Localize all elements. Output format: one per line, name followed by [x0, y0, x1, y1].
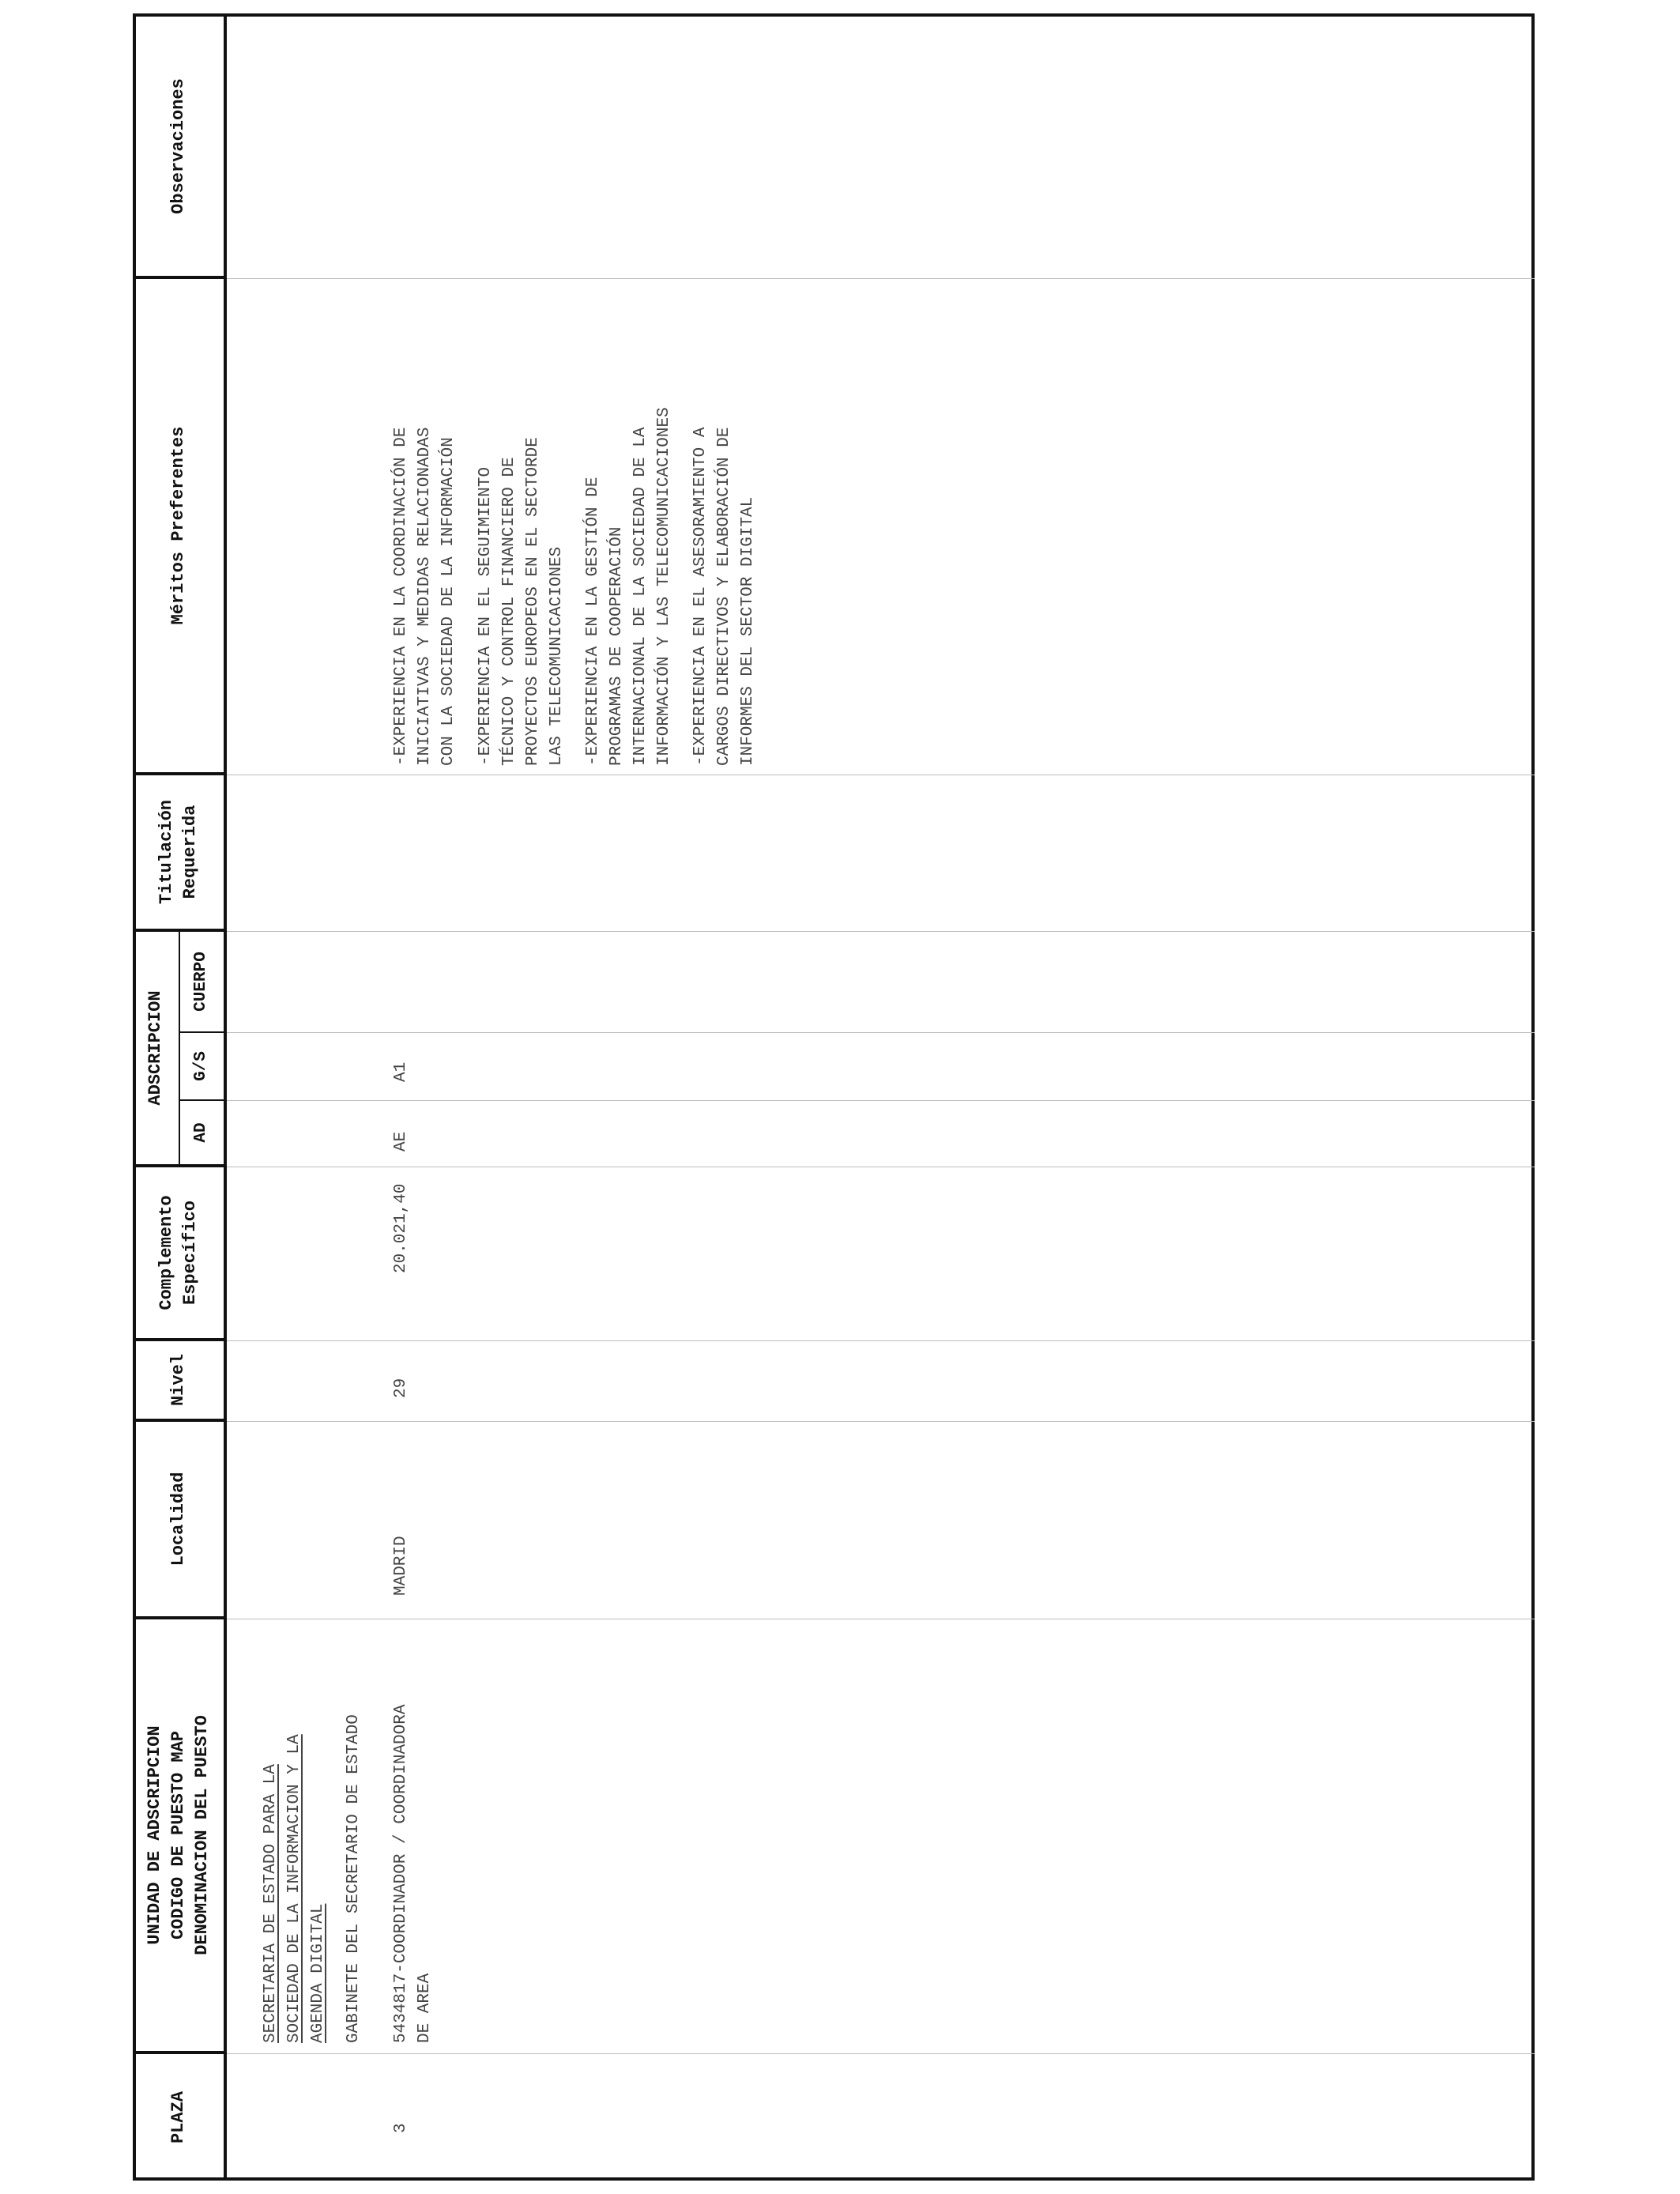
meritos-line: INFORMACIÓN Y LAS TELECOMUNICACIONES: [655, 407, 673, 766]
header-localidad: Localidad: [168, 1472, 188, 1566]
unit-line-2: SOCIEDAD DE LA INFORMACION Y LA: [285, 1734, 303, 2043]
header-unidad: [133, 1619, 224, 2051]
column-divider: [227, 1032, 1535, 1033]
header-cuerpo: CUERPO: [192, 952, 210, 1012]
header-unidad-line2: CODIGO DE PUESTO MAP: [168, 1730, 188, 1940]
plaza-number: 3: [392, 2123, 410, 2133]
meritos-line: -EXPERIENCIA EN LA COORDINACIÓN DE: [392, 427, 410, 766]
meritos-line: PROGRAMAS DE COOPERACIÓN: [608, 526, 626, 766]
unit-line-1: SECRETARIA DE ESTADO PARA LA: [262, 1764, 280, 2043]
meritos-line: CON LA SOCIEDAD DE LA INFORMACIÓN: [439, 437, 458, 766]
meritos-line: -EXPERIENCIA EN EL ASESORAMIENTO A: [691, 427, 710, 766]
localidad-value: MADRID: [392, 1536, 410, 1596]
ad-value: AE: [392, 1131, 410, 1152]
header-gs: G/S: [192, 1051, 210, 1081]
header-complemento-line1: Complemento: [156, 1195, 176, 1310]
meritos-line: LAS TELECOMUNICACIONES: [548, 546, 566, 766]
header-unidad-line3: DENOMINACION DEL PUESTO: [191, 1715, 212, 1955]
header-observaciones: Observaciones: [168, 78, 188, 214]
header-titulacion-line1: Titulación: [156, 799, 176, 905]
header-complemento-line2: Específico: [179, 1200, 200, 1306]
meritos-line: PROYECTOS EUROPEOS EN EL SECTORDE: [524, 437, 542, 766]
column-divider: [227, 278, 1535, 279]
nivel-value: 29: [392, 1378, 410, 1398]
header-plaza: PLAZA: [168, 2091, 188, 2144]
complemento-value: 20.021,40: [392, 1183, 410, 1273]
meritos-line: INICIATIVAS Y MEDIDAS RELACIONADAS: [416, 427, 434, 766]
unit-line-3: AGENDA DIGITAL: [309, 1903, 327, 2043]
header-adscripcion: ADSCRIPCION: [145, 990, 165, 1106]
column-divider: [227, 2053, 1535, 2054]
header-unidad-line1: UNIDAD DE ADSCRIPCION: [144, 1725, 164, 1945]
puesto-line-1: 5434817-COORDINADOR / COORDINADORA: [392, 1704, 410, 2043]
header-titulacion: [133, 775, 224, 929]
meritos-line: -EXPERIENCIA EN EL SEGUIMIENTO: [477, 466, 495, 766]
meritos-line: INFORMES DEL SECTOR DIGITAL: [739, 496, 757, 766]
header-complemento: [133, 1167, 224, 1338]
puesto-line-2: DE AREA: [416, 1973, 434, 2043]
unit-gabinete: GABINETE DEL SECRETARIO DE ESTADO: [345, 1714, 363, 2043]
column-divider: [227, 931, 1535, 932]
gs-value: A1: [392, 1061, 410, 1082]
rotated-table-page: [133, 13, 1535, 2181]
header-ad: AD: [192, 1122, 210, 1143]
meritos-line: INTERNACIONAL DE LA SOCIEDAD DE LA: [631, 427, 650, 766]
header-meritos: Méritos Preferentes: [168, 426, 188, 625]
meritos-line: CARGOS DIRECTIVOS Y ELABORACIÓN DE: [715, 427, 733, 766]
column-divider: [227, 1421, 1535, 1422]
header-titulacion-line2: Requerida: [179, 805, 200, 899]
meritos-line: TÉCNICO Y CONTROL FINANCIERO DE: [500, 457, 518, 766]
header-nivel: Nivel: [168, 1354, 188, 1407]
column-divider: [227, 1100, 1535, 1101]
meritos-line: -EXPERIENCIA EN LA GESTIÓN DE: [584, 477, 602, 766]
column-divider: [227, 1340, 1535, 1341]
